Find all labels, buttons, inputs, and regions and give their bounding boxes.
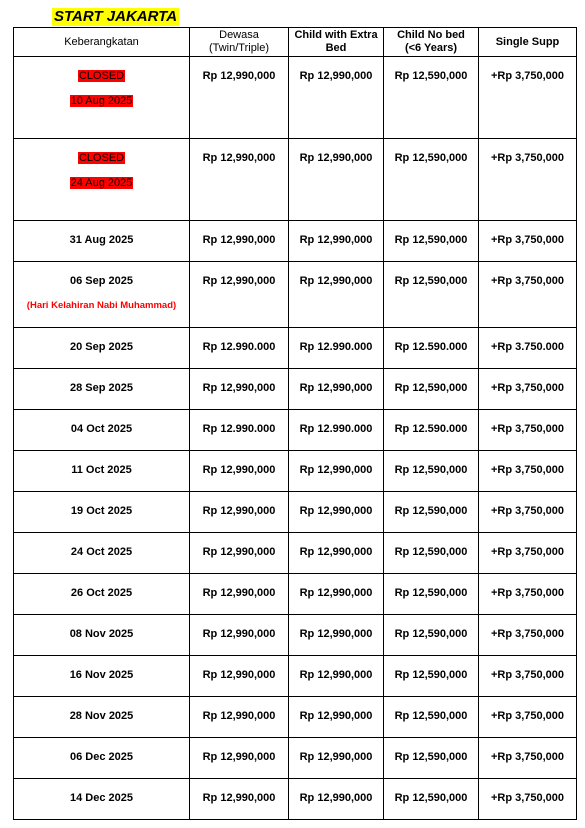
table-row [14,262,577,328]
departure-cell [14,697,190,738]
departure-date: 20 Sep 2025 [70,341,133,353]
departure-cell [14,574,190,615]
departure-date: 10 Aug 2025 [70,95,133,107]
table-row [14,451,577,492]
holiday-note: (Hari Kelahiran Nabi Muhammad) [26,300,177,311]
price-adult: Rp 12,990,000 [190,369,289,410]
price-child-extra-bed: Rp 12,990,000 [289,697,384,738]
price-child-no-bed: Rp 12,590,000 [384,57,479,139]
price-child-no-bed: Rp 12,590,000 [384,574,479,615]
price-single-supp: +Rp 3,750,000 [479,779,577,820]
price-single-supp: +Rp 3,750,000 [479,574,577,615]
departure-cell [14,533,190,574]
price-adult: Rp 12,990,000 [190,139,289,221]
departure-cell [14,410,190,451]
price-single-supp: +Rp 3,750,000 [479,369,577,410]
departure-date: 26 Oct 2025 [70,587,133,599]
table-row [14,574,577,615]
price-adult: Rp 12.990.000 [190,410,289,451]
table-row [14,57,577,139]
price-child-no-bed: Rp 12,590,000 [384,221,479,262]
departure-date: 06 Dec 2025 [70,751,133,763]
price-single-supp: +Rp 3,750,000 [479,656,577,697]
price-adult: Rp 12,990,000 [190,615,289,656]
table-row [14,615,577,656]
price-adult: Rp 12,990,000 [190,492,289,533]
departure-cell [14,369,190,410]
price-adult: Rp 12,990,000 [190,779,289,820]
price-child-extra-bed: Rp 12,990,000 [289,451,384,492]
header-single-supp: Single Supp [479,28,577,57]
price-child-no-bed: Rp 12,590,000 [384,738,479,779]
price-child-extra-bed: Rp 12,990,000 [289,369,384,410]
departure-date: 19 Oct 2025 [70,505,133,517]
departure-date: 14 Dec 2025 [70,792,133,804]
price-single-supp: +Rp 3,750,000 [479,410,577,451]
departure-date: 24 Oct 2025 [70,546,133,558]
price-single-supp: +Rp 3,750,000 [479,57,577,139]
table-row [14,697,577,738]
header-child-no-bed: Child No bed (<6 Years) [384,28,479,57]
departure-cell [14,328,190,369]
table-header-row [14,28,577,57]
price-child-no-bed: Rp 12,590,000 [384,492,479,533]
price-child-no-bed: Rp 12.590.000 [384,328,479,369]
price-single-supp: +Rp 3,750,000 [479,139,577,221]
price-single-supp: +Rp 3,750,000 [479,492,577,533]
price-child-no-bed: Rp 12,590,000 [384,139,479,221]
header-adult: Dewasa (Twin/Triple) [190,28,289,57]
departure-cell [14,139,190,221]
departure-cell [14,656,190,697]
closed-badge: CLOSED [78,70,125,82]
price-adult: Rp 12,990,000 [190,221,289,262]
price-child-no-bed: Rp 12,590,000 [384,451,479,492]
departure-cell [14,57,190,139]
departure-date: 06 Sep 2025 [70,275,133,287]
table-row [14,221,577,262]
departure-date: 16 Nov 2025 [69,669,134,681]
departure-cell [14,262,190,328]
price-child-no-bed: Rp 12,590,000 [384,262,479,328]
price-child-extra-bed: Rp 12,990,000 [289,492,384,533]
departure-date: 24 Aug 2025 [70,177,133,189]
closed-badge: CLOSED [78,152,125,164]
departure-cell [14,615,190,656]
table-row [14,369,577,410]
price-child-extra-bed: Rp 12,990,000 [289,221,384,262]
price-child-extra-bed: Rp 12,990,000 [289,656,384,697]
departure-cell [14,492,190,533]
table-row [14,139,577,221]
header-child-extra-bed: Child with Extra Bed [289,28,384,57]
price-child-no-bed: Rp 12,590,000 [384,656,479,697]
departure-date: 28 Sep 2025 [70,382,133,394]
price-child-extra-bed: Rp 12,990,000 [289,574,384,615]
departure-cell [14,738,190,779]
price-single-supp: +Rp 3,750,000 [479,221,577,262]
price-child-extra-bed: Rp 12,990,000 [289,738,384,779]
price-adult: Rp 12,990,000 [190,533,289,574]
price-single-supp: +Rp 3,750,000 [479,262,577,328]
departure-date: 28 Nov 2025 [69,710,134,722]
table-body [14,57,577,820]
price-single-supp: +Rp 3,750,000 [479,697,577,738]
table-row [14,738,577,779]
price-child-extra-bed: Rp 12,990,000 [289,139,384,221]
table-row [14,328,577,369]
departure-cell [14,779,190,820]
price-child-extra-bed: Rp 12,990,000 [289,262,384,328]
departure-cell [14,451,190,492]
price-child-no-bed: Rp 12.590.000 [384,410,479,451]
price-single-supp: +Rp 3,750,000 [479,738,577,779]
price-adult: Rp 12,990,000 [190,738,289,779]
price-child-no-bed: Rp 12,590,000 [384,697,479,738]
price-child-extra-bed: Rp 12.990.000 [289,410,384,451]
price-single-supp: +Rp 3.750.000 [479,328,577,369]
departure-date: 31 Aug 2025 [69,234,134,246]
price-adult: Rp 12,990,000 [190,451,289,492]
departure-date: 11 Oct 2025 [71,464,132,476]
departure-date: 08 Nov 2025 [69,628,134,640]
price-adult: Rp 12,990,000 [190,697,289,738]
price-child-extra-bed: Rp 12,990,000 [289,533,384,574]
price-adult: Rp 12,990,000 [190,574,289,615]
price-child-no-bed: Rp 12,590,000 [384,369,479,410]
page-title: START JAKARTA [54,8,178,25]
price-single-supp: +Rp 3,750,000 [479,615,577,656]
table-row [14,492,577,533]
departure-cell [14,221,190,262]
departure-date: 04 Oct 2025 [70,423,133,435]
price-child-extra-bed: Rp 12,990,000 [289,779,384,820]
price-adult: Rp 12,990,000 [190,57,289,139]
table-row [14,410,577,451]
table-row [14,533,577,574]
price-child-no-bed: Rp 12,590,000 [384,779,479,820]
price-child-extra-bed: Rp 12,990,000 [289,615,384,656]
price-child-no-bed: Rp 12,590,000 [384,533,479,574]
price-child-extra-bed: Rp 12,990,000 [289,57,384,139]
price-child-extra-bed: Rp 12.990.000 [289,328,384,369]
table-row [14,656,577,697]
price-adult: Rp 12.990.000 [190,328,289,369]
header-departure: Keberangkatan [14,28,190,57]
price-table [13,27,577,820]
price-adult: Rp 12,990,000 [190,656,289,697]
price-single-supp: +Rp 3,750,000 [479,451,577,492]
price-child-no-bed: Rp 12,590,000 [384,615,479,656]
price-adult: Rp 12,990,000 [190,262,289,328]
price-single-supp: +Rp 3,750,000 [479,533,577,574]
table-row [14,779,577,820]
